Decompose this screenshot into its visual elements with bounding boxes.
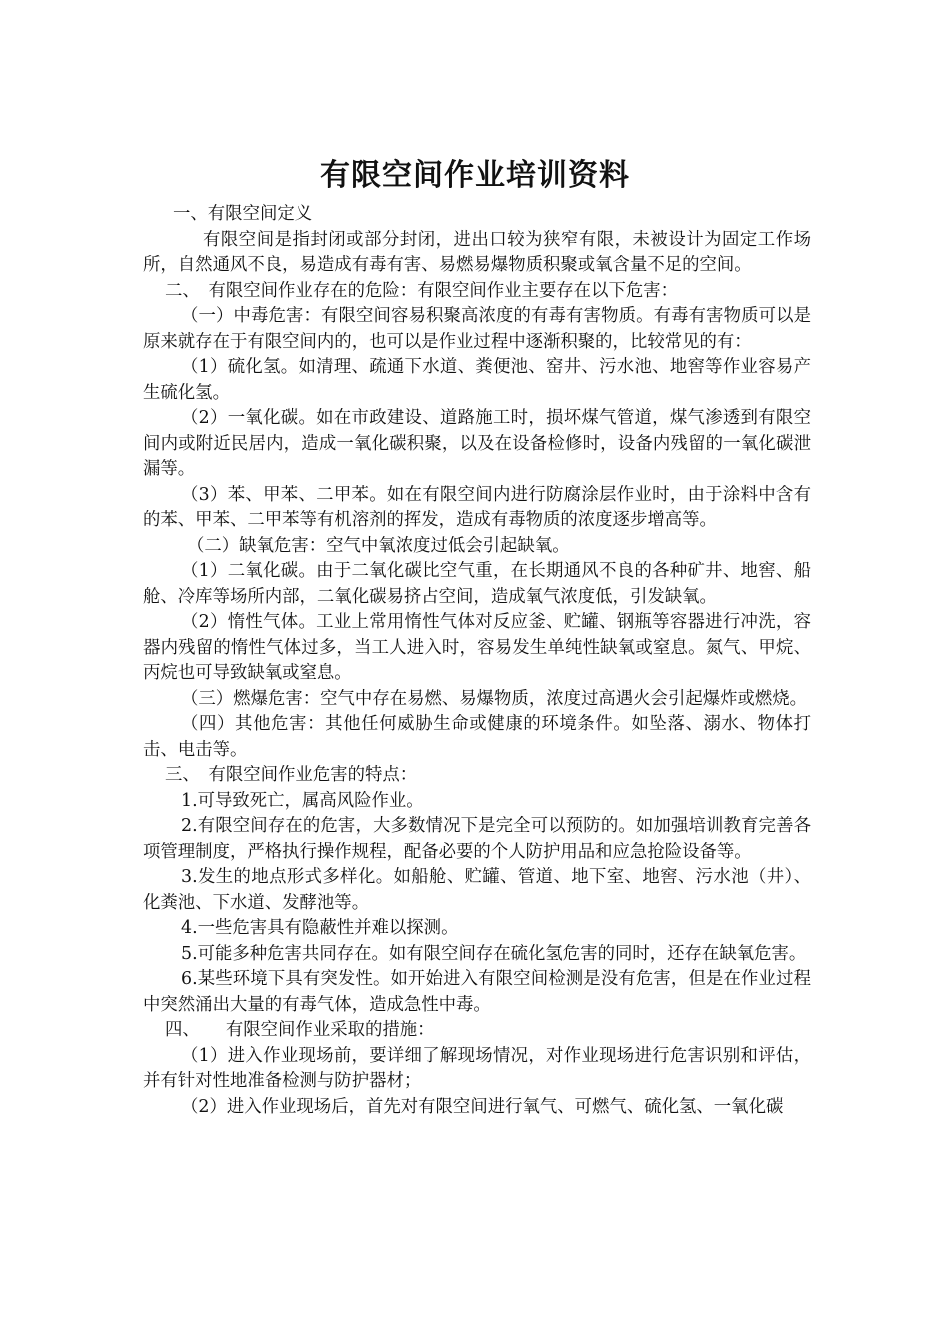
paragraph: 有限空间是指封闭或部分封闭，进出口较为狭窄有限，未被设计为固定工作场所，自然通风不良，易造成有毒有害、易燃易爆物质积聚或氧含量不足的空间。 (143, 229, 811, 275)
paragraph: 1.可导致死亡，属高风险作业。 (181, 790, 424, 811)
paragraph: （2）一氧化碳。如在市政建设、道路施工时，损坏煤气管道，煤气渗透到有限空间内或附近民居内，造成一氧化碳积聚，以及在设备检修时，设备内残留的一氧化碳泄漏等。 (143, 408, 811, 479)
paragraph: （一）中毒危害：有限空间容易积聚高浓度的有毒有害物质。有毒有害物质可以是原来就存在于有限空间内的，也可以是作业过程中逐渐积聚的，比较常见的有： (143, 306, 811, 352)
paragraph: （四）其他危害：其他任何威胁生命或健康的环境条件。如坠落、溺水、物体打击、电击等。 (143, 714, 811, 760)
paragraph: 一、有限空间定义 (173, 204, 313, 224)
document-title: 有限空间作业培训资料 (320, 158, 630, 193)
paragraph: 5.可能多种危害共同存在。如有限空间存在硫化氢危害的同时，还存在缺氧危害。 (181, 943, 807, 964)
paragraph: （1）硫化氢。如清理、疏通下水道、粪便池、窑井、污水池、地窖等作业容易产生硫化氢。 (143, 357, 811, 403)
paragraph: 三、 有限空间作业危害的特点： (165, 765, 418, 785)
paragraph: 6.某些环境下具有突发性。如开始进入有限空间检测是没有危害，但是在作业过程中突然涌出大量的有毒气体，造成急性中毒。 (143, 969, 811, 1015)
paragraph: 2.有限空间存在的危害，大多数情况下是完全可以预防的。如加强培训教育完善各项管理制度，严格执行操作规程，配备必要的个人防护用品和应急抢险设备等。 (143, 816, 811, 862)
paragraph: （3）苯、甲苯、二甲苯。如在有限空间内进行防腐涂层作业时，由于涂料中含有的苯、甲苯、二甲苯等有机溶剂的挥发，造成有毒物质的浓度逐步增高等。 (143, 484, 811, 530)
paragraph: （三）燃爆危害：空气中存在易燃、易爆物质，浓度过高遇火会引起爆炸或燃烧。 (181, 688, 808, 709)
paragraph: （1）二氧化碳。由于二氧化碳比空气重，在长期通风不良的各种矿井、地窖、船舱、冷库等场所内部，二氧化碳易挤占空间，造成氧气浓度低，引发缺氧。 (143, 561, 811, 607)
paragraph: 四、 有限空间作业采取的措施： (165, 1020, 435, 1040)
paragraph: （2）进入作业现场后，首先对有限空间进行氧气、可燃气、硫化氢、一氧化碳 (181, 1096, 784, 1117)
paragraph: （2）惰性气体。工业上常用惰性气体对反应釜、贮罐、钢瓶等容器进行冲洗，容器内残留的惰性气体过多，当工人进入时，容易发生单纯性缺氧或窒息。氮气、甲烷、丙烷也可导致缺氧或窒息。 (143, 612, 811, 683)
document-body (143, 202, 811, 1120)
paragraph: 4.一些危害具有隐蔽性并难以探测。 (181, 918, 459, 938)
paragraph: （二）缺氧危害：空气中氧浓度过低会引起缺氧。 (187, 535, 570, 556)
paragraph: （1）进入作业现场前，要详细了解现场情况，对作业现场进行危害识别和评估，并有针对性地准备检测与防护器材； (143, 1045, 811, 1091)
paragraph: 二、 有限空间作业存在的危险：有限空间作业主要存在以下危害： (165, 280, 679, 301)
paragraph: 3.发生的地点形式多样化。如船舱、贮罐、管道、地下室、地窖、污水池（井）、化粪池、下水道、发酵池等。 (143, 867, 811, 913)
